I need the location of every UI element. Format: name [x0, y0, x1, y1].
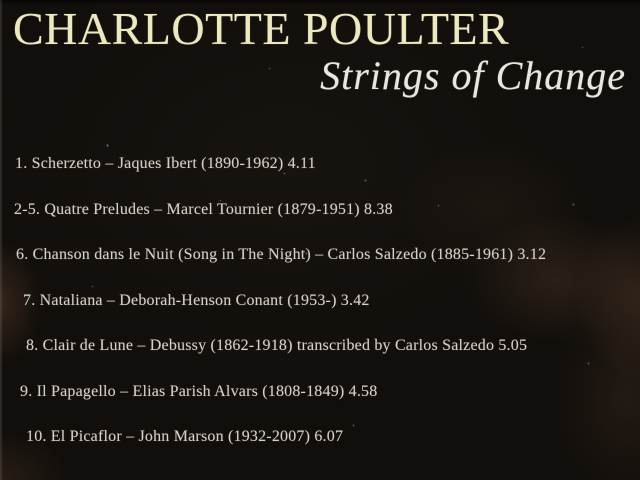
track-item: 8. Clair de Lune – Debussy (1862-1918) transcribed by Carlos Salzedo 5.05 — [26, 337, 528, 354]
photo-dust-specks — [0, 0, 1, 1]
track-item: 2-5. Quatre Preludes – Marcel Tournier (1879-1951) 8.38 — [14, 200, 393, 218]
album-title: Strings of Change — [320, 53, 626, 98]
track-item: 1. Scherzetto – Jaques Ibert (1890-1962) 4.11 — [15, 155, 316, 172]
track-item: 6. Chanson dans le Nuit (Song in The Night) – Carlos Salzedo (1885-1961) 3.12 — [16, 246, 547, 263]
track-item: 9. Il Papagello – Elias Parish Alvars (1808-1849) 4.58 — [20, 382, 378, 400]
track-item: 10. El Picaflor – John Marson (1932-2007) 6.07 — [26, 428, 344, 445]
track-item: 7. Nataliana – Deborah-Henson Conant (1953-) 3.42 — [23, 291, 370, 309]
track-list — [0, 141, 640, 460]
artist-name: CHARLOTTE POULTER — [13, 3, 510, 54]
